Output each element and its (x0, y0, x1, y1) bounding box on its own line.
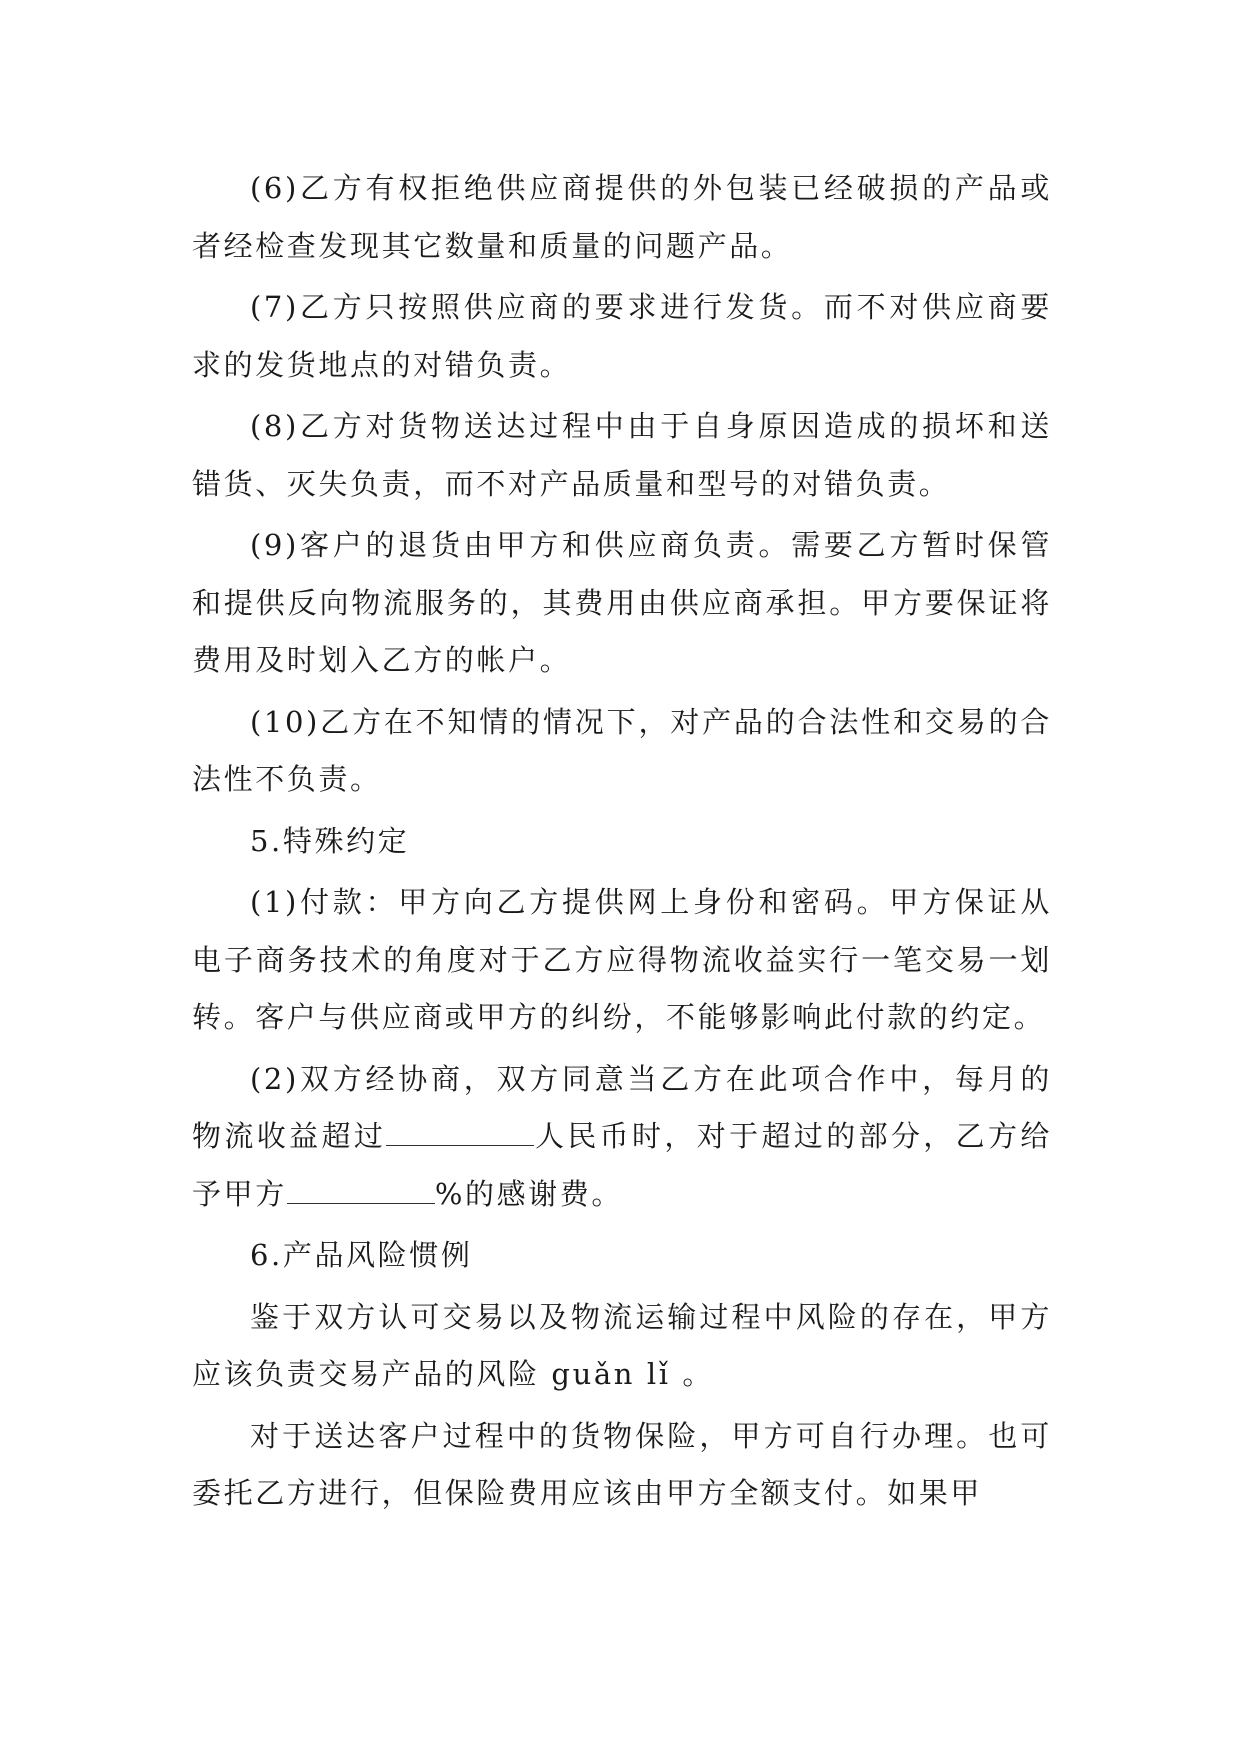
special-clause-1: (1)付款：甲方向乙方提供网上身份和密码。甲方保证从电子商务技术的角度对于乙方应得物流收益实行一笔交易一划转。客户与供应商或甲方的纠纷，不能够影响此付款的约定。 (192, 885, 1052, 1034)
section-heading-6: 6.产品风险惯例 (250, 1238, 473, 1272)
document-page (192, 160, 1052, 1527)
clause-6: (6)乙方有权拒绝供应商提供的外包装已经破损的产品或者经检查发现其它数量和质量的问题产品。 (192, 171, 1052, 263)
special-clause-2-part1: (2)双方经协商，双方同意当乙方在此项合作中，每月的物流收益超过 (192, 1061, 1052, 1153)
section-heading-5: 5.特殊约定 (250, 823, 410, 858)
special-clause-2-part2: 人民币时，对于超过的部分，乙方给予甲方 (192, 1119, 1052, 1211)
special-clause-2 (192, 1051, 1052, 1224)
special-clause-2-part3: %的感谢费。 (434, 1176, 623, 1211)
clause-7: (7)乙方只按照供应商的要求进行发货。而不对供应商要求的发货地点的对错负责。 (192, 290, 1052, 382)
risk-paragraph-2: 对于送达客户过程中的货物保险，甲方可自行办理。也可委托乙方进行，但保险费用应该由甲方全额支付。如果甲 (192, 1418, 1052, 1510)
percent-blank (287, 1181, 435, 1204)
clause-8: (8)乙方对货物送达过程中由于自身原因造成的损坏和送错货、灭失负责，而不对产品质量和型号的对错负责。 (192, 409, 1052, 501)
clause-10: (10)乙方在不知情的情况下，对产品的合法性和交易的合法性不负责。 (192, 704, 1052, 796)
clause-9: (9)客户的退货由甲方和供应商负责。需要乙方暂时保管和提供反向物流服务的，其费用由供应商承担。甲方要保证将费用及时划入乙方的帐户。 (192, 528, 1052, 677)
risk-paragraph-1: 鉴于双方认可交易以及物流运输过程中风险的存在，甲方应该负责交易产品的风险 guǎn lǐ 。 (192, 1299, 1052, 1391)
amount-blank (386, 1123, 534, 1146)
